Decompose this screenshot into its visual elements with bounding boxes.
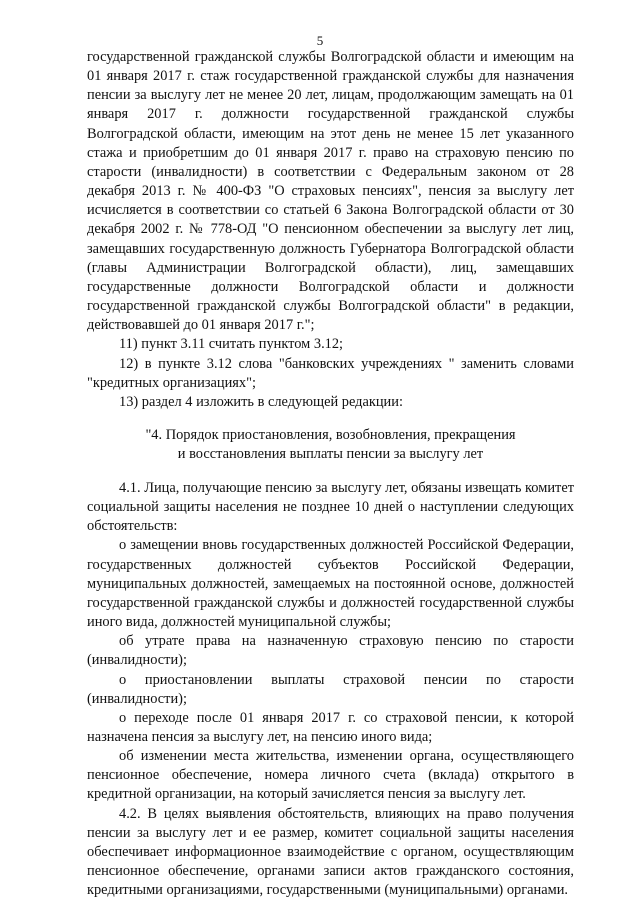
paragraph-continuation: государственной гражданской службы Волгоградской области и имеющим на 01 января 2017 г. стаж государственной гражданской службы для назначения пенсии за выслугу лет не менее 20 лет, лицам, продолжающим замещать на 01 января 2017 г. должности государственной гражданской службы Волгоградской области, имеющим на этот день не менее 15 лет указанного стажа и приобретшим до 01 января 2017 г. право на страховую пенсию по старости (инвалидности) в соответствии с Федеральным законом от 28 декабря 2013 г. № 400-ФЗ "О страховых пенсиях", пенсия за выслугу лет исчисляется в соответствии со статьей 6 Закона Волгоградской области от 30 декабря 2002 г. № 778-ОД "О пенсионном обеспечении за выслугу лет лиц, замещавших государственную должность Губернатора Волгоградской области (главы Администрации Волгоградской области), лиц, замещавших государственные должности Волгоградской области и должности государственной гражданской службы Волгоградской области" в редакции, действовавшей до 01 января 2017 г.";	[87, 49, 574, 334]
paragraph-4-1: 4.1. Лица, получающие пенсию за выслугу лет, обязаны извещать комитет социальной защиты населения не позднее 10 дней о наступлении следующих обстоятельств:	[87, 479, 574, 535]
paragraph-item-11: 11) пункт 3.11 считать пунктом 3.12;	[119, 336, 344, 353]
paragraph-list-item-5: об изменении места жительства, изменении органа, осуществляющего пенсионное обеспечение, номера личного счета (вклада) открытого в кредитной организации, на который зачисляется пенсия за выслугу лет.	[87, 748, 574, 803]
document-body	[87, 48, 574, 900]
paragraph-list-item-3: о приостановлении выплаты страховой пенсии по старости (инвалидности);	[87, 671, 574, 707]
paragraph-list-item-2: об утрате права на назначенную страховую пенсию по старости (инвалидности);	[87, 633, 574, 669]
section-heading	[87, 426, 574, 464]
page-number: 5	[316, 33, 324, 48]
section-heading-line-1: "4. Порядок приостановления, возобновления, прекращения	[145, 426, 516, 443]
paragraph-4-2: 4.2. В целях выявления обстоятельств, влияющих на право получения пенсии за выслугу лет и ее размер, комитет социальной защиты населения обеспечивает информационное взаимодействие с органом, осуществляющим пенсионное обеспечение, органами записи актов гражданского состояния, кредитными организациями, государственными (муниципальными) органами.	[87, 805, 574, 899]
paragraph-list-item-4: о переходе после 01 января 2017 г. со страховой пенсии, к которой назначена пенсия за выслугу лет, на пенсию иного вида;	[87, 709, 574, 745]
paragraph-item-12: 12) в пункте 3.12 слова "банковских учреждениях " заменить словами "кредитных организациях";	[87, 355, 574, 391]
paragraph-item-13: 13) раздел 4 изложить в следующей редакции:	[119, 393, 403, 410]
section-heading-line-2: и восстановления выплаты пенсии за выслугу лет	[177, 445, 484, 462]
paragraph-list-item-1: о замещении вновь государственных должностей Российской Федерации, государственных должностей субъектов Российской Федерации, муниципальных должностей, замещаемых на постоянной основе, должностей государственной гражданской службы и должностей государственной службы иного вида, должностей муниципальной службы;	[87, 537, 574, 631]
